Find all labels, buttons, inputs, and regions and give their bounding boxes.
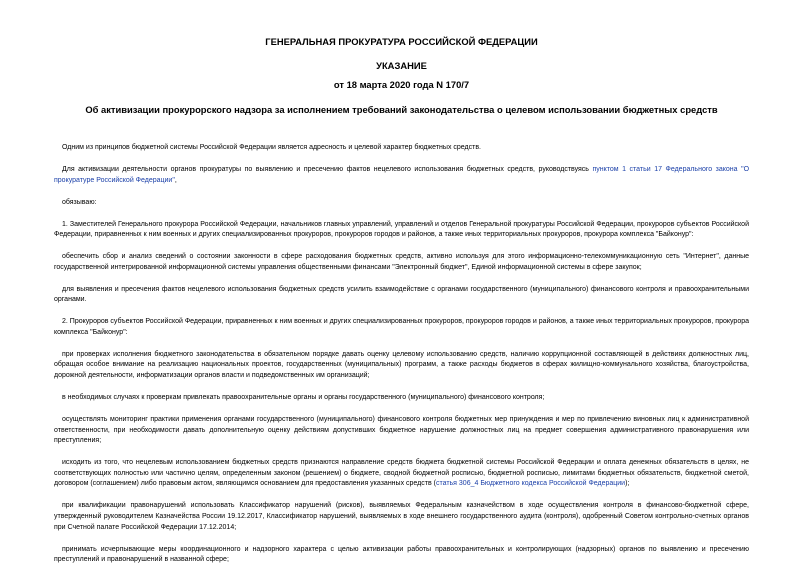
document-title: Об активизации прокурорского надзора за исполнением требований законодательства о целевом использовании бюджетных средств bbox=[85, 104, 718, 115]
document-body bbox=[54, 143, 749, 566]
document-date-number: от 18 марта 2020 года N 170/7 bbox=[333, 79, 470, 90]
paragraph-11-tail: ); bbox=[625, 480, 630, 488]
paragraph-2-tail: , bbox=[174, 176, 177, 184]
paragraph-10: осуществлять мониторинг практики применения органами государственного (муниципального) финансового контроля бюджетных мер принуждения и мер по привлечению виновных лиц к административной ответственности, при необходимости давать дополнительную оценку действиям допустивших бюджетное нарушение должностных лиц на предмет совершения административного правонарушения или преступления; bbox=[54, 416, 749, 445]
paragraph-13: принимать исчерпывающие меры координационного и надзорного характера с целью активизации работы правоохранительных и контролирующих (надзорных) органов по выявлению и пресечению преступлений и правонарушений в названной сфере; bbox=[54, 545, 749, 564]
document-type: УКАЗАНИЕ bbox=[376, 60, 427, 71]
budget-code-link[interactable]: статья 306_4 Бюджетного кодекса Российской Федерации bbox=[435, 480, 626, 488]
paragraph-4: 1. Заместителей Генерального прокурора Российской Федерации, начальников главных управлений, управлений и отделов Генеральной прокуратуры Российской Федерации, прокуроров субъектов Российской Федерации, приравненных к ним военных и других специализированных прокуроров, прокуроров городов и районов, а также иных территориальных прокуроров, прокурора комплекса "Байконур": bbox=[54, 220, 749, 239]
paragraph-3: обязываю: bbox=[62, 198, 97, 206]
paragraph-6: для выявления и пресечения фактов нецелевого использования бюджетных средств усилить взаимодействие с органами государственного (муниципального) финансового контроля и правоохранительными органами. bbox=[54, 285, 749, 304]
paragraph-8: при проверках исполнения бюджетного законодательства в обязательном порядке давать оценку целевому использованию средств, наличию коррупционной составляющей в действиях должностных лиц, обращая особое внимание на реализацию национальных проектов, государственных (муниципальных) программ, а также расходы бюджетов в сферах жилищно-коммунального хозяйства, благоустройства, дорожной деятельности, информатизации органов власти и подведомственных им организаций; bbox=[54, 350, 749, 380]
paragraph-5: обеспечить сбор и анализ сведений о состоянии законности в сфере расходования бюджетных средств, активно используя для этого информационно-телекоммуникационную сеть "Интернет", данные государственной интегрированной информационной системы управления общественными финансами "Электронный бюджет", Единой информационной системы в сфере закупок; bbox=[54, 253, 749, 271]
law-reference-link[interactable]: пунктом 1 статьи 17 Федерального закона "О прокуратуре Российской Федерации" bbox=[54, 165, 750, 184]
paragraph-11-text: исходить из того, что нецелевым использованием бюджетных средств признаются направление средств бюджета бюджетной системы Российской Федерации и оплата денежных обязательств в целях, не соответствующих полностью или частично целям, определенным законом (решением) о бюджете, сводной бюджетной росписью, бюджетной росписью, лимитами бюджетных обязательств, бюджетной сметой, договором (соглашением) либо правовым актом, являющимся основанием для предоставления указанных средств ( bbox=[54, 459, 749, 488]
paragraph-11 bbox=[54, 458, 749, 490]
document-header bbox=[54, 0, 749, 116]
paragraph-2-text: Для активизации деятельности органов прокуратуры по выявлению и пресечению фактов нецелевого использования бюджетных средств, руководствуясь bbox=[62, 165, 593, 173]
paragraph-12: при квалификации правонарушений использовать Классификатор нарушений (рисков), выявляемых Федеральным казначейством в ходе осуществления контроля в финансово-бюджетной сфере, утвержденный руководителем Казначейства России 19.12.2017, Классификатор нарушений, выявляемых в ходе внешнего государственного аудита (контроля), одобренный Советом контрольно-счетных органов при Счетной палате Российской Федерации 17.12.2014; bbox=[54, 502, 749, 531]
paragraph-7: 2. Прокуроров субъектов Российской Федерации, приравненных к ним военных и других специализированных прокуроров, прокуроров городов и районов, а также иных территориальных прокуроров, прокурора комплекса "Байконур": bbox=[54, 318, 749, 336]
issuing-authority: ГЕНЕРАЛЬНАЯ ПРОКУРАТУРА РОССИЙСКОЙ ФЕДЕРАЦИИ bbox=[265, 36, 538, 47]
paragraph-2 bbox=[54, 165, 749, 186]
paragraph-9: в необходимых случаях к проверкам привлекать правоохранительные органы и органы государственного (муниципального) финансового контроля; bbox=[62, 394, 545, 402]
paragraph-1: Одним из принципов бюджетной системы Российской Федерации является адресность и целевой характер бюджетных средств. bbox=[62, 144, 481, 151]
